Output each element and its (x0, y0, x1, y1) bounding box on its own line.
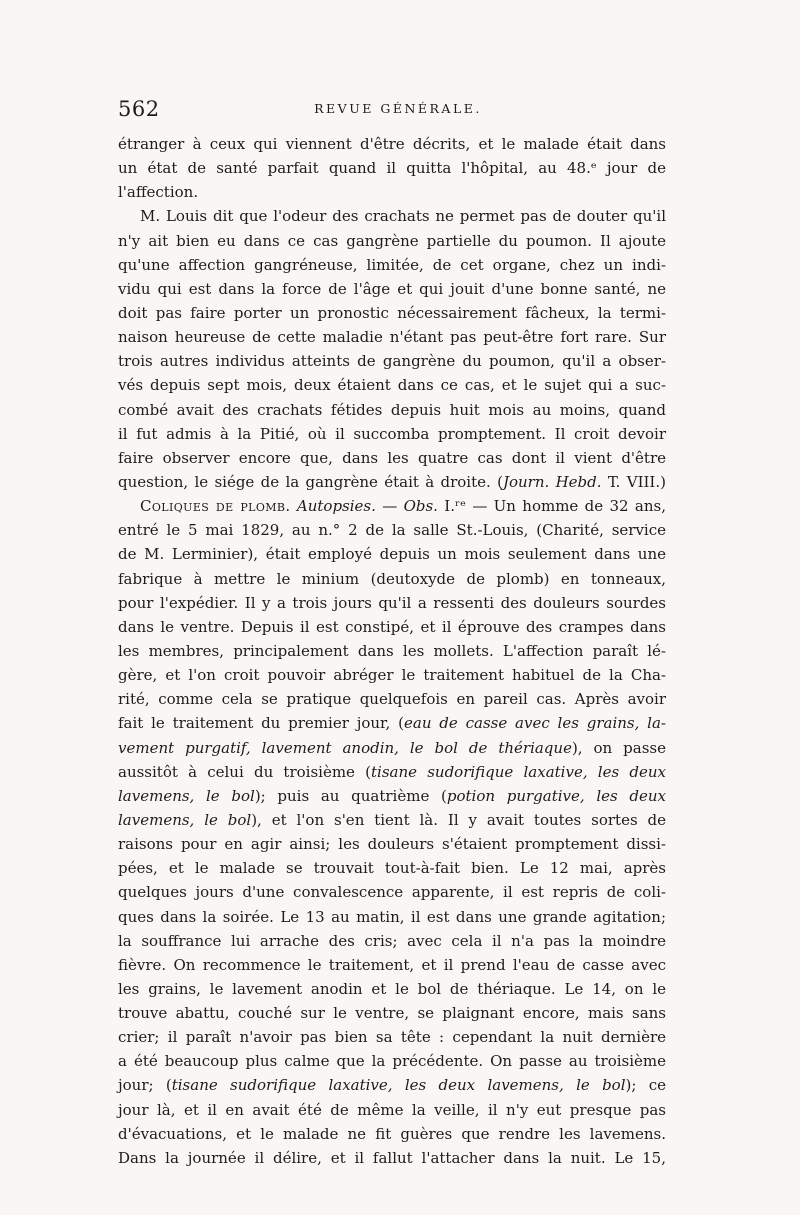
body-text (118, 132, 666, 1170)
text-segment: jour; ( (118, 1076, 172, 1095)
citation-journal: Journ. Hebd. (502, 472, 602, 491)
text-line: a été beaucoup plus calme que la précédente. On passe au troisième (118, 1052, 666, 1071)
text-line (118, 1073, 666, 1097)
text-line (118, 808, 666, 832)
text-segment: T. VIII.) (601, 472, 666, 491)
section-heading: Coliques de plomb. (140, 497, 291, 516)
text-segment: I.ʳᵉ — Un homme de 32 ans, (437, 497, 666, 516)
text-line: pées, et le malade se trouvait tout-à-fait bien. Le 12 mai, après (118, 859, 666, 878)
text-line: entré le 5 mai 1829, au n.° 2 de la salle St.-Louis, (Charité, service (118, 521, 666, 540)
text-line: la souffrance lui arrache des cris; avec cela il n'a pas la moindre (118, 931, 666, 950)
text-line: dans le ventre. Depuis il est constipé, et il éprouve des crampes dans (118, 617, 666, 636)
italic-segment: lavemens, le bol (118, 786, 255, 805)
text-segment: ), on passe (571, 738, 666, 757)
text-line: de M. Lerminier), était employé depuis un mois seulement dans une (118, 545, 666, 564)
text-line: raisons pour en agir ainsi; les douleurs s'étaient promptement dissi- (118, 835, 666, 854)
italic-segment: eau de casse avec les grains, la- (404, 714, 666, 733)
text-line (118, 784, 666, 808)
section-heading-line (118, 494, 666, 518)
text-segment: ); puis au quatrième ( (254, 786, 447, 805)
text-line (118, 760, 666, 784)
text-line: trouve abattu, couché sur le ventre, se plaignant encore, mais sans (118, 1004, 666, 1023)
text-line: quelques jours d'une convalescence apparente, il est repris de coli- (118, 883, 666, 902)
text-segment: fait le traitement du premier jour, ( (118, 714, 404, 733)
italic-segment: potion purgative, les deux (446, 786, 666, 805)
text-line: vés depuis sept mois, deux étaient dans ce cas, et le sujet qui a suc- (118, 376, 666, 395)
text-line: ques dans la soirée. Le 13 au matin, il est dans une grande agitation; (118, 907, 666, 926)
text-line (118, 736, 666, 760)
text-line: combé avait des crachats fétides depuis huit mois au moins, quand (118, 400, 666, 419)
text-line: rité, comme cela se pratique quelquefois en pareil cas. Après avoir (118, 690, 666, 709)
italic-segment: lavemens, le bol (118, 810, 252, 829)
text-line: étranger à ceux qui viennent d'être décrits, et le malade était dans (118, 135, 666, 153)
text-line: fabrique à mettre le minium (deutoxyde de plomb) en tonneaux, (118, 569, 666, 588)
italic-segment: tisane sudorifique laxative, les deux (371, 762, 666, 781)
running-title: REVUE GÉNÉRALE. (314, 101, 482, 116)
text-line: naison heureuse de cette maladie n'étant pas peut-être fort rare. Sur (118, 328, 666, 347)
page-number: 562 (118, 97, 160, 121)
text-line: n'y ait bien eu dans ce cas gangrène partielle du poumon. Il ajoute (118, 231, 666, 250)
paragraph-first-line: M. Louis dit que l'odeur des crachats ne permet pas de douter qu'il (140, 207, 666, 226)
text-line: fièvre. On recommence le traitement, et il prend l'eau de casse avec (118, 955, 666, 974)
text-segment: ); ce (625, 1076, 667, 1095)
text-line: les grains, le lavement anodin et le bol de thériaque. Le 14, on le (118, 979, 666, 998)
text-line: vidu qui est dans la force de l'âge et qui jouit d'une bonne santé, ne (118, 279, 666, 298)
text-line: d'évacuations, et le malade ne fit guères que rendre les lavemens. (118, 1124, 666, 1143)
page-header (118, 97, 678, 123)
text-line: doit pas faire porter un pronostic nécessairement fâcheux, la termi- (118, 303, 666, 322)
italic-segment: vement purgatif, lavement anodin, le bol de thériaque (118, 738, 572, 757)
text-line: un état de santé parfait quand il quitta l'hôpital, au 48.ᵉ jour de (118, 159, 666, 178)
text-line: il fut admis à la Pitié, où il succomba promptement. Il croit devoir (118, 424, 666, 443)
text-line: faire observer encore que, dans les quatre cas dont il vient d'être (118, 448, 666, 467)
text-line: gère, et l'on croit pouvoir abréger le traitement habituel de la Cha- (118, 666, 666, 685)
italic-segment: tisane sudorifique laxative, les deux lavemens, le bol (171, 1076, 626, 1095)
text-line: l'affection. (118, 183, 199, 202)
text-line: Dans la journée il délire, et il fallut l'attacher dans la nuit. Le 15, (118, 1148, 666, 1167)
text-line (118, 470, 666, 494)
text-line: jour là, et il en avait été de même la veille, il n'y eut presque pas (118, 1100, 666, 1119)
text-line: les membres, principalement dans les mollets. L'affection paraît lé- (118, 641, 666, 660)
text-segment: aussitôt à celui du troisième ( (118, 762, 371, 781)
text-line: trois autres individus atteints de gangrène du poumon, qu'il a obser- (118, 352, 666, 371)
text-line: pour l'expédier. Il y a trois jours qu'il a ressenti des douleurs sourdes (118, 593, 666, 612)
text-line (118, 711, 666, 735)
text-line: qu'une affection gangréneuse, limitée, de cet organe, chez un indi- (118, 255, 666, 274)
text-line: crier; il paraît n'avoir pas bien sa tête : cependant la nuit dernière (118, 1028, 666, 1047)
text-segment: question, le siége de la gangrène était à droite. ( (118, 472, 503, 491)
text-segment: ), et l'on s'en tient là. Il y avait toutes sortes de (251, 810, 667, 829)
italic-segment: Autopsies. — Obs. (296, 497, 438, 516)
